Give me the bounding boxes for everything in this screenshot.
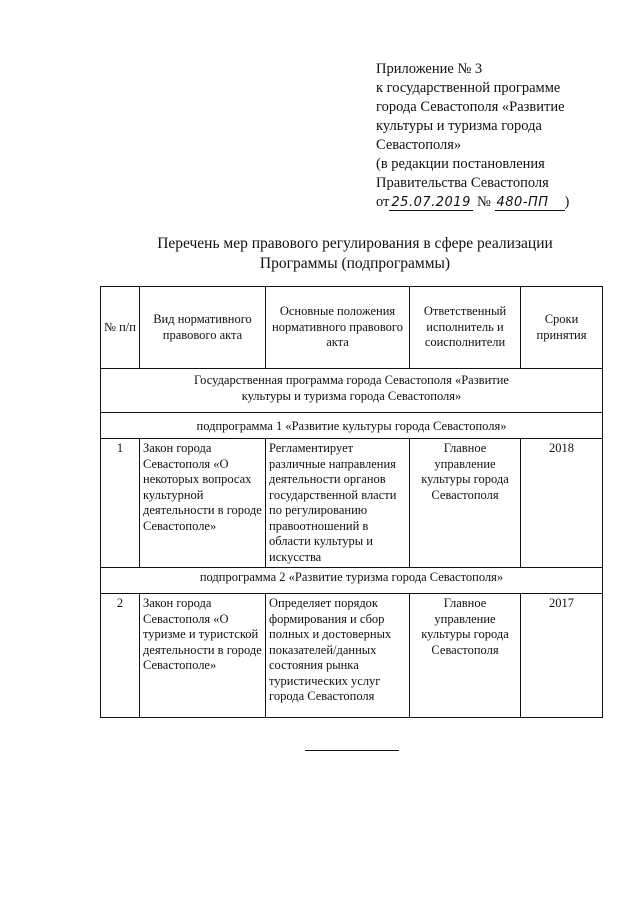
handwritten-date: 25.07.2019 [389,196,473,211]
row-responsible: Главное управление культуры города Севастополя [410,439,521,568]
annex-line: Севастополя» [376,137,462,153]
annex-header [376,60,569,212]
subprogram2-title: подпрограмма 2 «Развитие туризма города Севастополя» [101,568,603,594]
closing-divider [305,750,399,751]
program-title: Государственная программа города Севастополя «Развитие культуры и туризма города Севастополя» [101,369,603,413]
annex-date-line: от 25.07.2019 № 480-ПП ) [376,194,570,210]
annex-line: культуры и туризма города [376,118,542,134]
number-label: № [477,194,491,210]
table-row [101,594,603,718]
header-responsible: Ответственный исполнитель и соисполнители [410,287,521,369]
from-label: от [376,194,390,210]
annex-line: (в редакции постановления [376,156,545,172]
row-provisions: Регламентирует различные направления деятельности органов государственной власти по регулированию правоотношений в области культуры и искусства [266,439,410,568]
row-responsible: Главное управление культуры города Севастополя [410,594,521,718]
header-deadline: Сроки принятия [521,287,603,369]
row-deadline: 2018 [521,439,603,568]
table-row [101,439,603,568]
handwritten-number: 480-ПП [495,196,565,211]
annex-line: Приложение № 3 [376,61,483,77]
header-provisions: Основные положения нормативного правового акта [266,287,410,369]
header-act-type: Вид нормативного правового акта [140,287,266,369]
row-act-type: Закон города Севастополя «О туризме и туристской деятельности в городе Севастополе» [140,594,266,718]
annex-line: города Севастополя «Развитие [376,99,565,115]
program-row [101,369,603,413]
subprogram-row [101,413,603,439]
row-provisions: Определяет порядок формирования и сбор полных и достоверных показателей/данных состояния рынка туристических услуг города Севастополя [266,594,410,718]
title-line: Программы (подпрограммы) [259,255,451,272]
row-num: 2 [101,594,140,718]
table-header-row [101,287,603,369]
row-num: 1 [101,439,140,568]
annex-line: к государственной программе [376,80,561,96]
row-act-type: Закон города Севастополя «О некоторых вопросах культурной деятельности в городе Севастополе» [140,439,266,568]
subprogram1-title: подпрограмма 1 «Развитие культуры города Севастополя» [101,413,603,439]
document-title [100,234,610,274]
row-deadline: 2017 [521,594,603,718]
annex-line: Правительства Севастополя [376,175,549,191]
title-line: Перечень мер правового регулирования в сфере реализации [157,235,553,252]
header-num: № п/п [101,287,140,369]
measures-table [100,286,603,718]
subprogram-row [101,568,603,594]
